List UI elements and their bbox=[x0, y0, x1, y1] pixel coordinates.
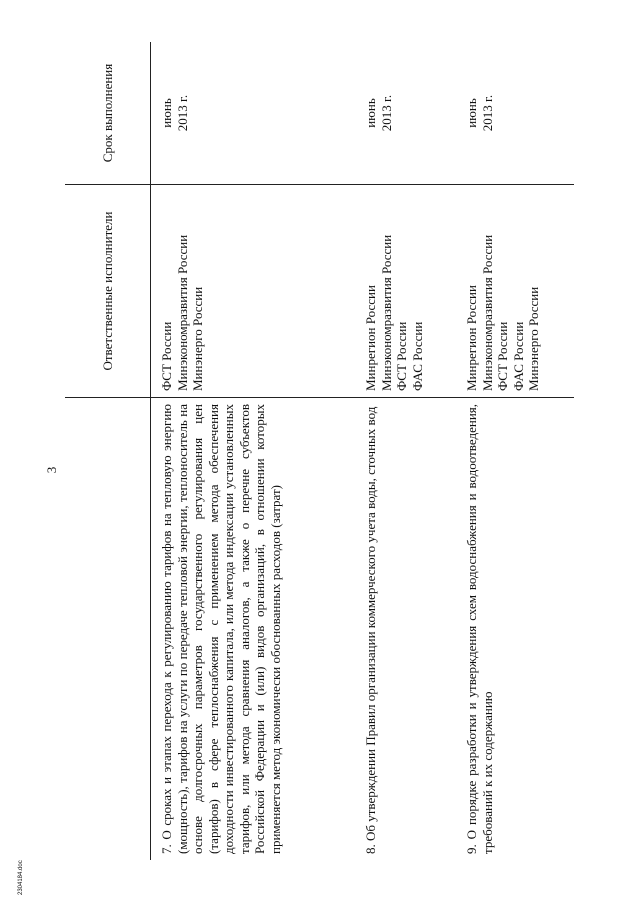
executors-cell bbox=[456, 185, 574, 398]
table-header-row bbox=[65, 42, 151, 860]
measure-text: 9. О порядке разработки и утверждения схем водоснабжения и водоотведения, требований к их содержанию bbox=[464, 404, 495, 854]
executor: Минрегион России bbox=[464, 285, 479, 391]
deadline-cell bbox=[355, 42, 456, 185]
deadline-year: 2013 г. bbox=[378, 94, 394, 132]
deadline-cell bbox=[151, 42, 356, 185]
executor: Минэнерго России bbox=[526, 286, 541, 391]
document-code: 2304184.doc bbox=[18, 860, 24, 895]
header-measure bbox=[65, 398, 151, 861]
deadline-cell bbox=[456, 42, 574, 185]
executor: Минэкономразвития России bbox=[174, 234, 190, 391]
measure-text: 7. О сроках и этапах перехода к регулированию тарифов на тепловую энергию (мощность), тарифов на услуги по передаче тепловой энергии, теплоноситель на основе долгосрочных параметров государственного регулирования цен (тарифов) в сфере теплоснабжения с применением метода обеспечения доходности инвестированного капитала, или метода индексации установленных тарифов, или метода сравнения аналогов, а также о перечне субъектов Российской Федерации и (или) видов организаций, в отношении которых применяется метод экономически обоснованных расходов (затрат) bbox=[159, 404, 283, 854]
executor: ФСТ России bbox=[495, 321, 510, 391]
measures-table bbox=[65, 42, 574, 860]
deadline-month: июнь bbox=[464, 98, 479, 128]
measure-text: 8. Об утверждении Правил организации коммерческого учета воды, сточных вод bbox=[363, 406, 378, 854]
deadline-month: июнь bbox=[159, 98, 174, 128]
deadline-month: июнь bbox=[363, 98, 378, 128]
executor: ФАС России bbox=[409, 321, 425, 391]
rotated-page-content bbox=[44, 63, 541, 860]
executor: ФАС России bbox=[510, 321, 526, 391]
executor: Минэкономразвития России bbox=[479, 234, 495, 391]
header-executors: Ответственные исполнители bbox=[65, 185, 151, 398]
executor: Минрегион России bbox=[363, 285, 378, 391]
executor: Минэнерго России bbox=[190, 286, 205, 391]
executors-cell bbox=[355, 185, 456, 398]
page-number: 3 bbox=[44, 466, 59, 474]
table-row bbox=[355, 42, 456, 860]
executor: ФСТ России bbox=[394, 321, 409, 391]
deadline-year: 2013 г. bbox=[479, 94, 495, 132]
executors-cell bbox=[151, 185, 356, 398]
table-row bbox=[456, 42, 574, 860]
deadline-year: 2013 г. bbox=[174, 94, 190, 132]
header-deadline: Срок выполнения bbox=[65, 42, 151, 185]
executor: Минэкономразвития России bbox=[378, 234, 394, 391]
table-row bbox=[151, 42, 356, 860]
executor: ФСТ России bbox=[159, 321, 174, 391]
